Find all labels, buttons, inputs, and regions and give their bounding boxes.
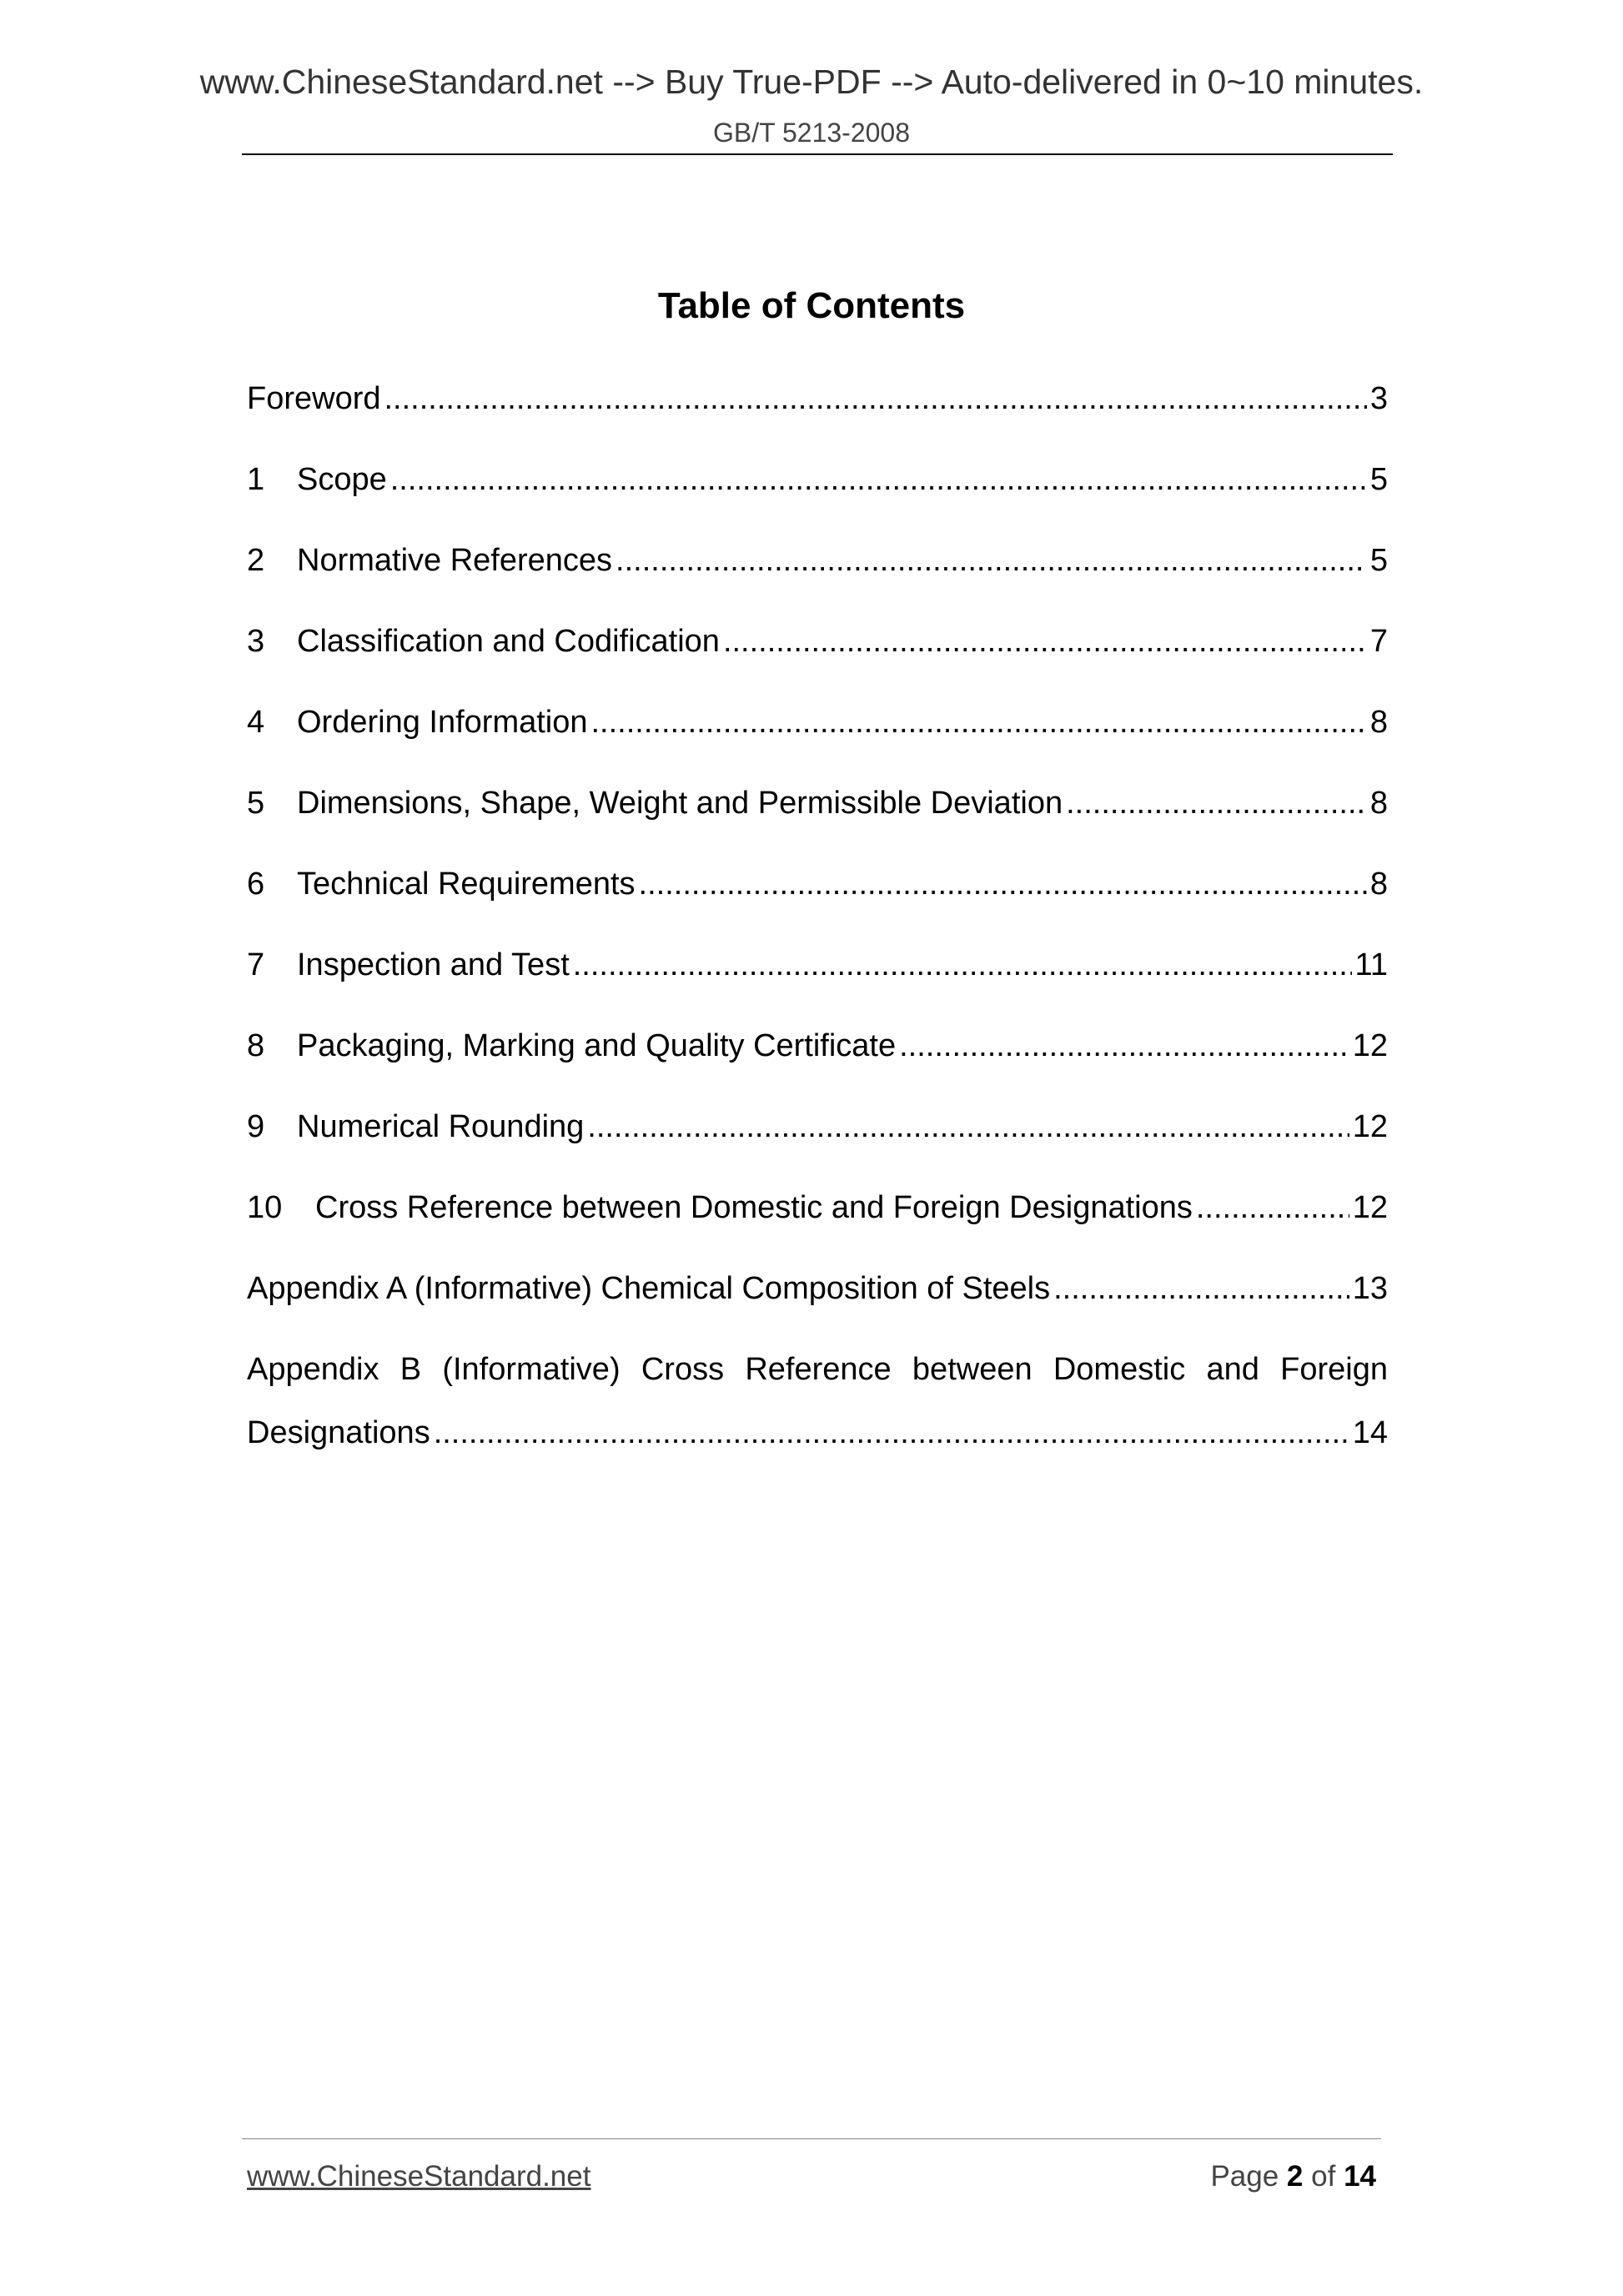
toc-entry-label: Packaging, Marking and Quality Certificate bbox=[297, 1028, 897, 1063]
toc-entry-label: Classification and Codification bbox=[297, 624, 720, 659]
table-of-contents bbox=[247, 375, 1388, 1456]
toc-entry-page: 3 bbox=[1369, 381, 1388, 416]
toc-entry-normative-references[interactable] bbox=[247, 537, 1388, 618]
toc-entry-page: 7 bbox=[1369, 624, 1388, 659]
toc-entry-page: 5 bbox=[1369, 462, 1388, 497]
toc-entry-number: 3 bbox=[247, 624, 265, 659]
toc-leader-dots bbox=[591, 699, 1367, 746]
toc-entry-cross-reference[interactable] bbox=[247, 1184, 1388, 1265]
toc-entry-number: 10 bbox=[247, 1190, 283, 1225]
toc-entry-page: 5 bbox=[1369, 543, 1388, 578]
toc-entry-inspection-test[interactable] bbox=[247, 942, 1388, 1022]
toc-leader-dots bbox=[390, 456, 1367, 503]
toc-entry-classification[interactable] bbox=[247, 618, 1388, 699]
toc-entry-label: Ordering Information bbox=[297, 705, 588, 740]
toc-entry-foreword[interactable] bbox=[247, 375, 1388, 456]
toc-entry-label: Normative References bbox=[297, 543, 613, 578]
toc-entry-label: Appendix A (Informative) Chemical Composition of Steels bbox=[247, 1271, 1051, 1306]
toc-entry-numerical-rounding[interactable] bbox=[247, 1103, 1388, 1184]
toc-entry-page: 11 bbox=[1354, 947, 1388, 982]
toc-entry-label: Inspection and Test bbox=[297, 947, 570, 982]
toc-entry-label: Foreword bbox=[247, 381, 381, 416]
toc-leader-dots bbox=[1066, 780, 1367, 826]
toc-leader-dots bbox=[587, 1103, 1349, 1150]
toc-leader-dots bbox=[899, 1022, 1349, 1069]
toc-leader-dots bbox=[1196, 1184, 1349, 1231]
toc-entry-page: 12 bbox=[1352, 1028, 1388, 1063]
toc-leader-dots bbox=[723, 618, 1367, 665]
toc-entry-label: Appendix B (Informative) Cross Reference between Domestic and Foreign bbox=[247, 1352, 1388, 1387]
toc-entry-page: 8 bbox=[1369, 705, 1388, 740]
toc-leader-dots bbox=[434, 1409, 1349, 1456]
toc-entry-page: 8 bbox=[1369, 786, 1388, 821]
toc-leader-dots bbox=[384, 375, 1367, 422]
toc-entry-packaging[interactable] bbox=[247, 1022, 1388, 1103]
footer-website-link[interactable]: www.ChineseStandard.net bbox=[247, 2160, 591, 2193]
page-current: 2 bbox=[1286, 2160, 1304, 2193]
toc-entry-label: Dimensions, Shape, Weight and Permissible Deviation bbox=[297, 786, 1063, 821]
toc-entry-number: 2 bbox=[247, 543, 265, 578]
toc-entry-number: 6 bbox=[247, 867, 265, 902]
header-banner[interactable]: www.ChineseStandard.net --> Buy True-PDF --> Auto-delivered in 0~10 minutes. bbox=[199, 63, 1424, 101]
toc-leader-dots bbox=[639, 861, 1367, 907]
toc-entry-number: 9 bbox=[247, 1109, 265, 1144]
toc-leader-dots bbox=[573, 942, 1352, 988]
toc-entry-number: 1 bbox=[247, 462, 265, 497]
toc-entry-label: Technical Requirements bbox=[297, 867, 636, 902]
toc-entry-label-continued: Designations bbox=[247, 1415, 430, 1450]
toc-entry-page: 8 bbox=[1369, 867, 1388, 902]
page-word: Page bbox=[1210, 2160, 1279, 2193]
toc-entry-page: 12 bbox=[1352, 1109, 1388, 1144]
toc-title: Table of Contents bbox=[657, 285, 966, 326]
toc-entry-appendix-a[interactable] bbox=[247, 1265, 1388, 1346]
toc-entry-number: 4 bbox=[247, 705, 265, 740]
header-divider bbox=[242, 153, 1393, 155]
toc-entry-page: 13 bbox=[1352, 1271, 1388, 1306]
toc-leader-dots bbox=[616, 537, 1367, 584]
footer-divider bbox=[242, 2138, 1381, 2139]
toc-entry-label: Scope bbox=[297, 462, 387, 497]
document-code: GB/T 5213-2008 bbox=[712, 118, 910, 148]
toc-entry-number: 7 bbox=[247, 947, 265, 982]
page-number bbox=[1210, 2162, 1376, 2191]
toc-entry-number: 5 bbox=[247, 786, 265, 821]
page-of-word: of bbox=[1311, 2160, 1336, 2193]
toc-entry-dimensions[interactable] bbox=[247, 780, 1388, 861]
toc-entry-label: Cross Reference between Domestic and Foreign Designations bbox=[315, 1190, 1193, 1225]
toc-leader-dots bbox=[1053, 1265, 1349, 1312]
toc-entry-page: 14 bbox=[1352, 1415, 1388, 1450]
toc-entry-label: Numerical Rounding bbox=[297, 1109, 585, 1144]
toc-entry-ordering-information[interactable] bbox=[247, 699, 1388, 780]
toc-entry-appendix-b[interactable] bbox=[247, 1346, 1388, 1456]
toc-entry-technical-requirements[interactable] bbox=[247, 861, 1388, 942]
toc-entry-scope[interactable] bbox=[247, 456, 1388, 537]
page-total: 14 bbox=[1344, 2160, 1376, 2193]
toc-entry-number: 8 bbox=[247, 1028, 265, 1063]
toc-entry-page: 12 bbox=[1352, 1190, 1388, 1225]
